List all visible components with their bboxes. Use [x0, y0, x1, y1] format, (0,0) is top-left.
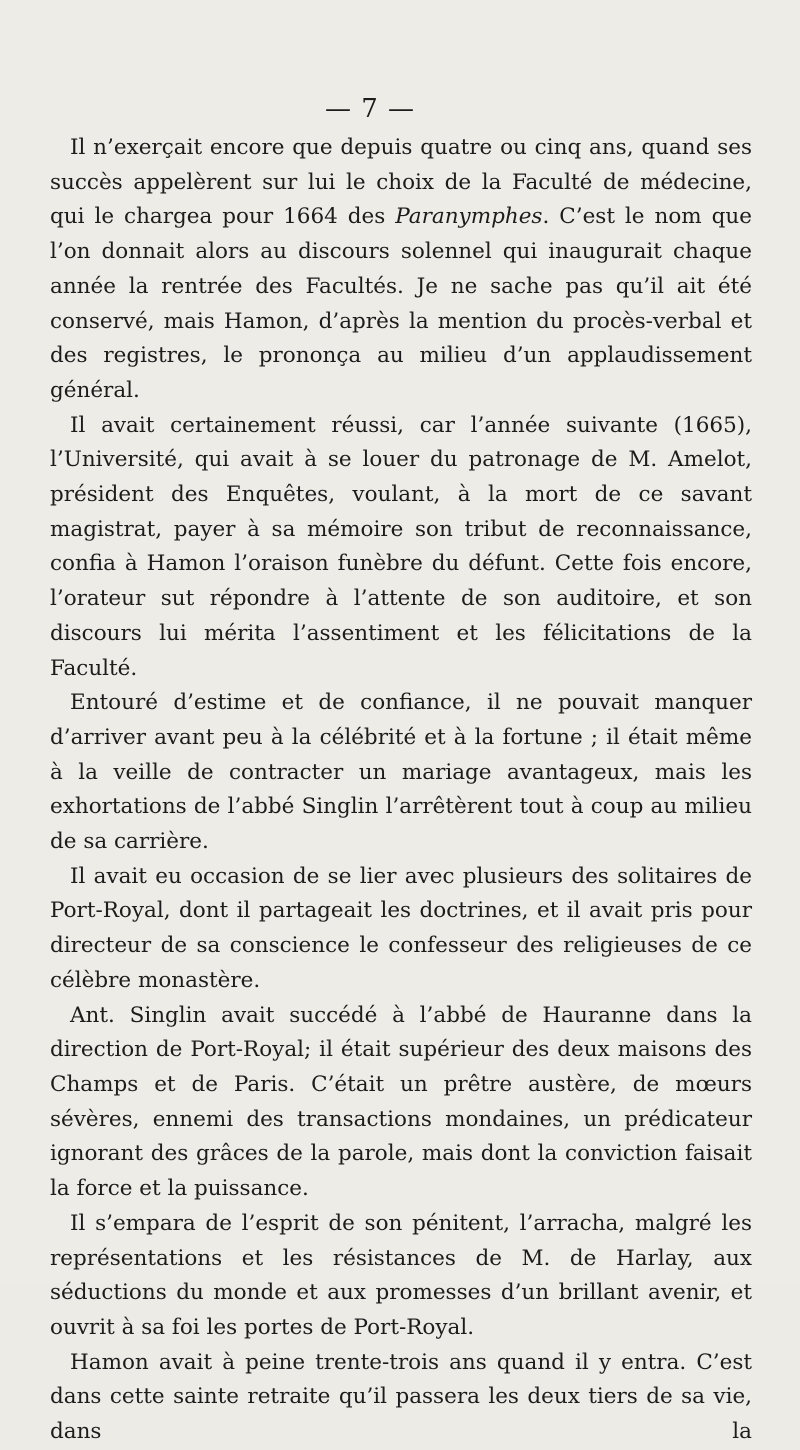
- paragraph-4: [50, 860, 752, 999]
- paragraph-2: [50, 409, 752, 687]
- paragraph-6: [50, 1207, 752, 1346]
- page-number: — 7 —: [324, 94, 416, 124]
- paragraph-1: [50, 131, 752, 409]
- paragraph-5: [50, 999, 752, 1207]
- paragraph-1-text-b: . C’est le nom que l’on donnait alors au discours solennel qui inaugurait chaque année la rentrée des Facultés. Je ne sache pas qu’il ait été conservé, mais Hamon, d’après la mention du procès-verbal et des registres, le prononça au milieu d’un applaudissement général.: [50, 204, 752, 403]
- paragraph-3: [50, 686, 752, 860]
- paragraph-1-text-a: Il n’exerçait encore que depuis quatre ou cinq ans, quand ses succès appelèrent sur lui le choix de la Faculté de médecine, qui le chargea pour 1664 des: [50, 135, 752, 230]
- paragraph-7-text: Hamon avait à peine trente-trois ans quand il y entra. C’est dans cette sainte retraite qu’il passera les deux tiers de sa vie, dans la: [50, 1349, 752, 1445]
- paragraph-7: [50, 1346, 752, 1450]
- paragraph-4-text: Il avait eu occasion de se lier avec plusieurs des solitaires de Port-Royal, dont il partageait les doctrines, et il avait pris pour directeur de sa conscience le confesseur des religieuses de ce célèbre monastère.: [50, 863, 752, 993]
- paragraph-6-text: Il s’empara de l’esprit de son pénitent, l’arracha, malgré les représentations et les résistances de M. de Harlay, aux séductions du monde et aux promesses d’un brillant avenir, et ouvrit à sa foi les portes de Port-Royal.: [50, 1210, 752, 1340]
- paragraph-3-text: Entouré d’estime et de confiance, il ne pouvait manquer d’arriver avant peu à la célébrité et à la fortune ; il était même à la veille de contracter un mariage avantageux, mais les exhortations de l’abbé Singlin l’arrêtèrent tout à coup au milieu de sa carrière.: [50, 690, 752, 855]
- body-text: [50, 131, 752, 1450]
- paragraph-5-text: Ant. Singlin avait succédé à l’abbé de Hauranne dans la direction de Port-Royal; il était supérieur des deux maisons des Champs et de Paris. C’était un prêtre austère, de mœurs sévères, ennemi des transactions mondaines, un prédicateur ignorant des grâces de la parole, mais dont la conviction faisait la force et la puissance.: [50, 1002, 752, 1202]
- paragraph-2-text: Il avait certainement réussi, car l’année suivante (1665), l’Université, qui avait à se louer du patronage de M. Amelot, président des Enquêtes, voulant, à la mort de ce savant magistrat, payer à sa mémoire son tribut de reconnaissance, confia à Hamon l’oraison funèbre du défunt. Cette fois encore, l’orateur sut répondre à l’attente de son auditoire, et son discours lui mérita l’assentiment et les félicitations de la Faculté.: [50, 412, 752, 681]
- paranymphes-emphasis: Paranymphes: [395, 204, 543, 230]
